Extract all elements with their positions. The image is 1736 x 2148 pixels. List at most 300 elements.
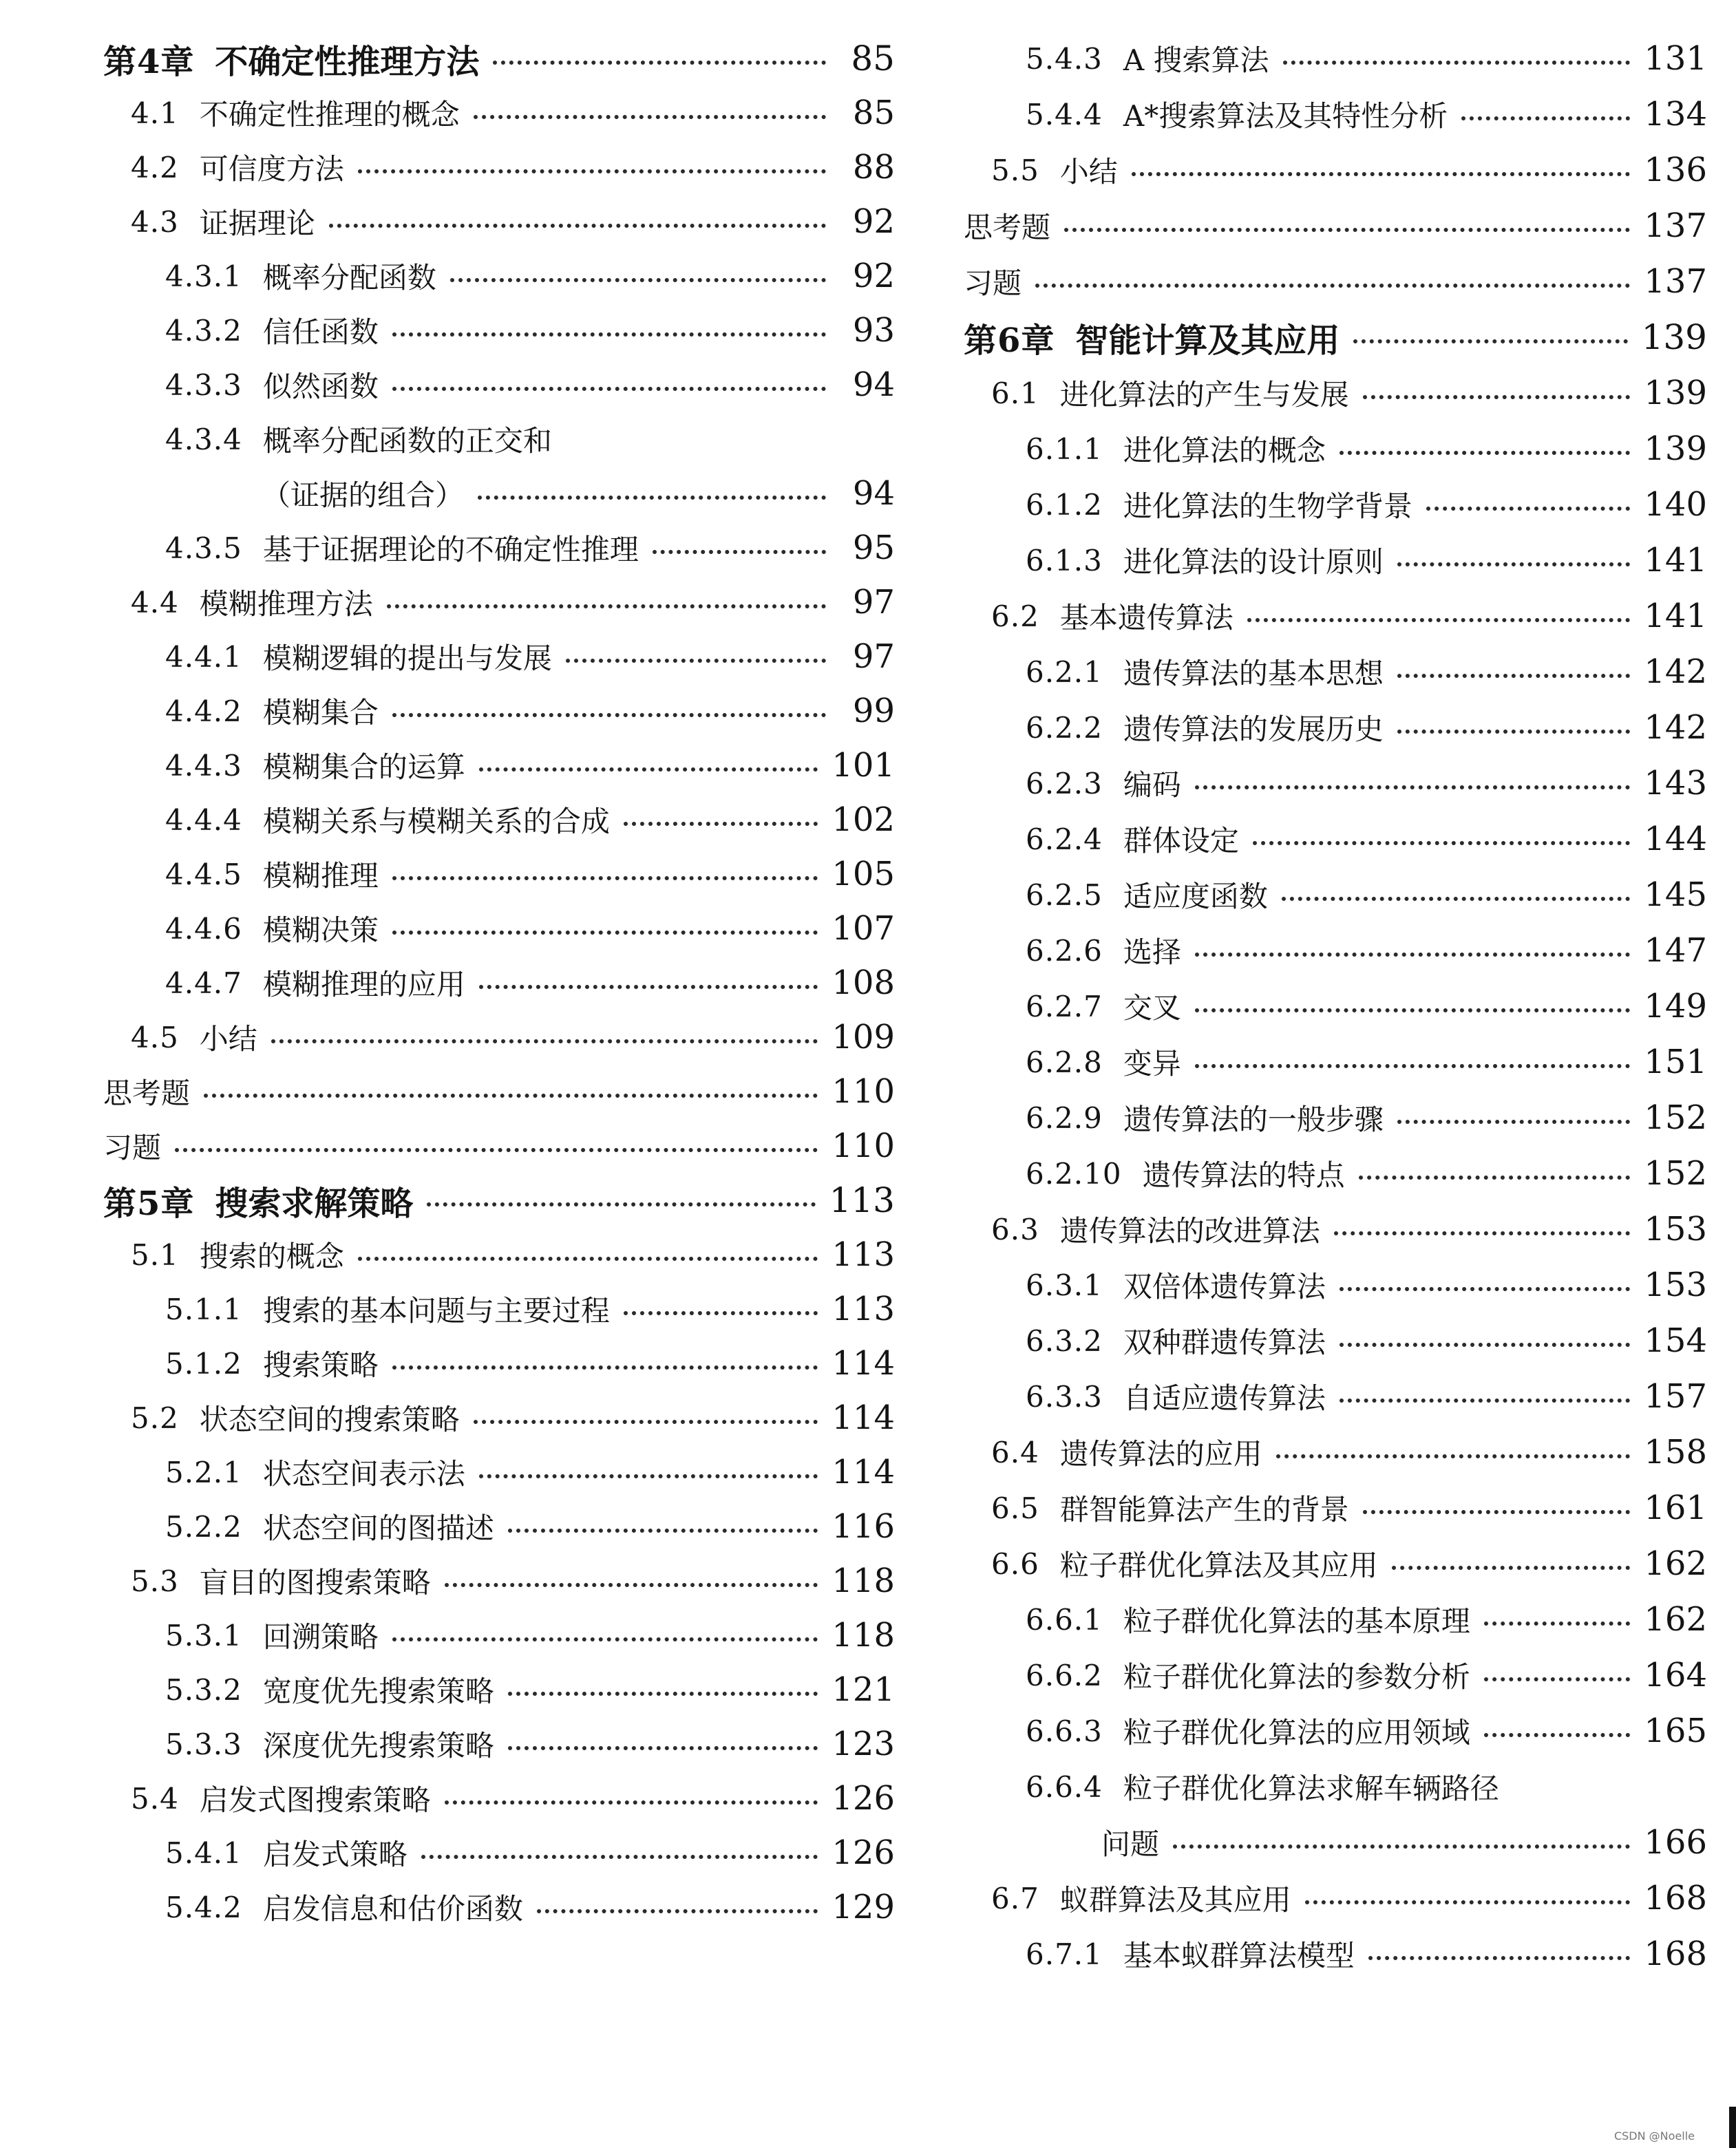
toc-entry-title: 进化算法的概念 [1123,434,1326,467]
toc-entry-page: 118 [832,1616,895,1655]
toc-entry-page: 144 [1644,820,1707,858]
toc-entry-title: 双种群遗传算法 [1123,1326,1326,1359]
toc-entry [103,904,895,953]
toc-entry-title: 启发式图搜索策略 [199,1783,431,1817]
toc-entry-page: 139 [1644,374,1707,412]
toc-entry [964,369,1707,417]
toc-entry [103,89,895,137]
toc-entry-title: 宽度优先搜索策略 [262,1674,494,1708]
toc-entry-page: 118 [832,1562,895,1600]
toc-entry-page: 94 [852,365,895,404]
dot-leader [392,713,826,717]
toc-entry-title: 模糊推理 [262,859,379,893]
toc-entry-title: 搜索求解策略 [215,1184,414,1223]
toc-entry-title: 蚁群算法及其应用 [1059,1883,1291,1917]
toc-entry-number: 第5章 [103,1184,195,1223]
toc-entry-page: 145 [1644,875,1707,914]
toc-entry-page: 165 [1644,1712,1707,1750]
toc-entry-title: 习题 [964,266,1022,300]
dot-leader [1195,1064,1630,1068]
toc-entry-title: 似然函数 [262,370,379,403]
toc-entry-number: 6.2.10 [1026,1156,1122,1191]
toc-entry-number: 4.3.4 [165,422,242,456]
dot-leader [1359,1176,1631,1180]
toc-entry-title: 回溯策略 [262,1620,379,1654]
toc-entry-number: 5.2.1 [165,1455,242,1489]
toc-entry-number: 5.1.1 [165,1292,242,1326]
toc-entry-title: 搜索策略 [262,1348,379,1382]
dot-leader [1484,1677,1630,1681]
toc-entry-title: （证据的组合） [262,478,465,512]
toc-entry [964,480,1707,529]
toc-entry-number: 4.4.2 [165,694,242,728]
toc-entry-title: 状态空间的图描述 [262,1511,494,1545]
toc-entry-page: 141 [1644,541,1707,579]
toc-entry-number: 5.2 [131,1401,179,1435]
toc-entry [964,536,1707,584]
toc-entry-page: 143 [1644,764,1707,802]
toc-entry-title: 粒子群优化算法及其应用 [1059,1549,1378,1582]
toc-entry-number: 6.6 [991,1546,1039,1581]
dot-leader [1340,1399,1630,1403]
toc-entry-number: 4.4.3 [165,748,242,783]
dot-leader [1340,451,1630,455]
toc-entry-title: 习题 [103,1131,162,1165]
toc-entry-title: 适应度函数 [1123,880,1268,913]
toc-entry-page: 123 [832,1725,895,1763]
toc-entry-number: 4.4.7 [165,966,242,1000]
toc-entry-number: 4.3.5 [165,531,242,565]
toc-entry-title: 进化算法的产生与发展 [1059,378,1349,412]
toc-entry-page: 154 [1644,1321,1707,1360]
toc-entry-page: 136 [1644,151,1707,189]
toc-entry-number: 6.1.2 [1026,487,1103,522]
dot-leader [1195,953,1630,957]
toc-entry-title: 双倍体遗传算法 [1123,1270,1326,1304]
toc-entry-number: 4.4 [131,585,179,619]
dot-leader [358,1257,818,1261]
toc-entry-title: 基于证据理论的不确定性推理 [262,533,639,566]
toc-entry-page: 116 [832,1507,895,1546]
toc-entry [103,850,895,898]
toc-entry-number: 6.6.3 [1026,1714,1103,1748]
toc-entry [964,926,1707,975]
toc-entry [103,578,895,626]
toc-entry [103,143,895,191]
toc-entry-page: 126 [832,1833,895,1872]
toc-entry-page: 109 [832,1018,895,1056]
toc-entry-title: 粒子群优化算法的应用领域 [1123,1716,1470,1750]
toc-entry [103,632,895,681]
toc-entry-title: 模糊推理方法 [199,587,373,621]
toc-entry [964,1205,1707,1253]
toc-entry [964,425,1707,473]
dot-leader [1397,1120,1630,1124]
toc-entry-page: 114 [832,1399,895,1437]
toc-entry-page: 151 [1644,1043,1707,1081]
toc-entry-title: 模糊集合的运算 [262,750,465,784]
dot-leader [204,1094,818,1098]
toc-entry [964,1540,1707,1588]
toc-entry-number: 5.4.1 [165,1836,242,1870]
toc-entry-page: 107 [832,909,895,948]
toc-entry-page: 141 [1644,597,1707,635]
toc-entry-title: 证据理论 [199,206,315,240]
dot-leader [392,1365,818,1370]
toc-entry-title: 小结 [1059,155,1118,189]
toc-entry-page: 101 [832,746,895,785]
dot-leader [450,278,826,282]
toc-entry-page: 139 [1644,429,1707,468]
toc-entry-title: 不确定性推理的概念 [199,98,460,131]
toc-entry-number: 6.6.2 [1026,1658,1103,1692]
toc-entry [964,815,1707,863]
toc-entry-title: 模糊决策 [262,913,379,947]
toc-entry-page: 99 [852,692,895,730]
toc-entry-title: 概率分配函数的正交和 [262,424,552,458]
toc-entry-page: 142 [1644,652,1707,691]
toc-entry-number: 6.2.6 [1026,933,1103,968]
toc-entry-title: 粒子群优化算法的基本原理 [1123,1604,1470,1638]
dot-leader [392,1637,818,1641]
dot-leader [653,550,826,554]
toc-entry [964,1261,1707,1309]
toc-entry [103,1829,895,1877]
toc-entry-page: 113 [829,1180,895,1220]
toc-entry-number: 4.4.4 [165,802,242,837]
toc-entry [103,1720,895,1768]
toc-entry-number: 4.3.3 [165,368,242,402]
dot-leader [1397,674,1630,678]
dot-leader [392,332,826,337]
dot-leader [479,767,818,772]
toc-entry-page: 85 [852,94,895,132]
toc-entry-page: 95 [852,529,895,567]
toc-entry-number: 5.3.3 [165,1727,242,1761]
toc-entry-number: 4.2 [131,150,179,184]
dot-leader [421,1855,818,1859]
toc-entry-number: 第4章 [103,42,195,81]
toc-entry [103,687,895,735]
toc-entry-number: 4.3.2 [165,313,242,348]
toc-entry-page: 113 [832,1235,895,1274]
toc-entry-title: A 搜索算法 [1123,43,1269,77]
dot-leader [1253,841,1630,845]
toc-entry-number: 6.6.4 [1026,1769,1103,1804]
dot-leader [1035,284,1630,288]
toc-entry-title: A*搜索算法及其特性分析 [1123,99,1448,133]
toc-entry-title: 信任函数 [262,315,379,349]
toc-entry-title: 基本遗传算法 [1059,601,1234,635]
toc-entry-number: 6.2.7 [1026,989,1103,1023]
toc-entry-title: 概率分配函数 [262,261,436,295]
toc-entry [964,1818,1707,1867]
dot-leader [478,496,826,500]
toc-entry [103,361,895,409]
toc-entry [964,648,1707,696]
toc-entry-number: 6.3.2 [1026,1323,1103,1358]
toc-entry-title: 变异 [1123,1047,1181,1081]
toc-entry-page: 162 [1644,1544,1707,1583]
toc-entry [103,252,895,300]
toc-entry-number: 6.2.4 [1026,822,1103,856]
toc-entry [964,34,1707,83]
toc-entry [964,146,1707,194]
toc-entry-title: 群智能算法产生的背景 [1059,1493,1349,1527]
toc-entry [964,1763,1707,1811]
toc-entry-page: 88 [852,148,895,187]
toc-entry-number: 5.2.2 [165,1509,242,1544]
dot-leader [566,659,826,663]
dot-leader [1247,618,1631,622]
dot-leader [537,1909,818,1913]
toc-entry-title: 搜索的概念 [199,1240,344,1273]
dot-leader [1397,730,1630,734]
toc-entry-title: 进化算法的设计原则 [1123,545,1384,579]
dot-leader [445,1583,818,1587]
toc-entry [964,1149,1707,1198]
dot-leader [624,1311,818,1315]
dot-leader [1484,1733,1630,1737]
toc-entry-number: 6.6.1 [1026,1602,1103,1637]
toc-entry [103,959,895,1007]
toc-chapter-entry [964,313,1707,361]
toc-entry-number: 6.7.1 [1026,1937,1103,1971]
toc-entry [964,1595,1707,1644]
toc-entry-title: 遗传算法的一般步骤 [1123,1103,1384,1136]
toc-entry-number: 4.4.1 [165,639,242,674]
toc-entry-page: 97 [852,583,895,621]
dot-leader [624,822,818,826]
dot-leader [1334,1231,1631,1235]
toc-entry-page: 129 [832,1888,895,1926]
dot-leader [392,931,818,935]
dot-leader [493,61,826,65]
toc-entry-number: 4.3.1 [165,259,242,293]
toc-entry [103,198,895,246]
toc-entry [103,415,895,463]
toc-entry-page: 108 [832,964,895,1002]
dot-leader [474,115,826,119]
scan-edge-bar [1729,2107,1736,2148]
toc-chapter-entry [103,1176,895,1224]
toc-entry-title: 基本蚁群算法模型 [1123,1939,1355,1972]
toc-entry-page: 147 [1644,931,1707,970]
toc-entry-number: 6.1.3 [1026,543,1103,577]
dot-leader [1195,1008,1630,1012]
dot-leader [1368,1956,1630,1960]
toc-entry-page: 153 [1644,1266,1707,1304]
toc-entry-title: 粒子群优化算法的参数分析 [1123,1660,1470,1694]
toc-entry [103,524,895,572]
toc-entry-page: 131 [1644,39,1707,78]
toc-entry [103,1774,895,1822]
toc-entry-number: 6.2.9 [1026,1100,1103,1135]
toc-entry [103,306,895,354]
toc-entry [964,90,1707,138]
toc-entry-page: 164 [1644,1656,1707,1694]
toc-entry-title: 状态空间表示法 [262,1457,465,1491]
toc-entry-number: 6.2.1 [1026,655,1103,689]
toc-entry-title: 遗传算法的应用 [1059,1437,1262,1471]
toc-entry-title: 盲目的图搜索策略 [199,1566,431,1599]
toc-entry [964,1930,1707,1978]
toc-entry [964,759,1707,807]
toc-entry-page: 153 [1644,1210,1707,1248]
toc-entry-page: 152 [1644,1154,1707,1193]
toc-entry-number: 5.5 [991,153,1039,187]
dot-leader [1426,507,1630,511]
toc-entry-title: 小结 [199,1022,257,1056]
dot-leader [508,1746,818,1750]
toc-entry [103,469,895,518]
toc-entry [964,871,1707,919]
toc-entry-number: 5.1.2 [165,1346,242,1381]
dot-leader [1132,172,1631,176]
toc-entry-title: 搜索的基本问题与主要过程 [262,1294,610,1328]
toc-entry-number: 5.4 [131,1781,179,1816]
toc-entry-number: 6.3.1 [1026,1268,1103,1302]
toc-entry-title: 问题 [1101,1827,1160,1861]
dot-leader [1340,1343,1630,1347]
toc-entry-page: 149 [1644,987,1707,1025]
toc-entry [103,1394,895,1442]
toc-entry-number: 5.4.2 [165,1890,242,1924]
toc-entry-number: 6.2.3 [1026,766,1103,800]
dot-leader [1276,1454,1631,1458]
toc-entry-page: 137 [1644,206,1707,245]
toc-entry [964,1372,1707,1421]
toc-entry-number: 6.2.8 [1026,1045,1103,1079]
toc-entry-page: 110 [832,1072,895,1111]
toc-entry-title: 模糊关系与模糊关系的合成 [262,805,610,838]
toc-entry-title: 遗传算法的特点 [1142,1158,1345,1192]
toc-entry-number: 6.2.2 [1026,710,1103,745]
dot-leader [1195,785,1630,789]
dot-leader [392,876,818,880]
toc-entry [103,1013,895,1061]
dot-leader [1397,562,1630,566]
dot-leader [1392,1566,1631,1570]
dot-leader [1363,1510,1631,1514]
dot-leader [1363,395,1631,399]
toc-entry-title: 思考题 [964,211,1051,244]
toc-entry-page: 137 [1644,262,1707,301]
toc-entry-number: 5.4.3 [1026,41,1103,76]
dot-leader [474,1420,818,1424]
toc-entry-number: 6.7 [991,1881,1039,1915]
toc-entry [964,1707,1707,1755]
toc-entry-page: 97 [852,637,895,676]
dot-leader [479,985,818,989]
toc-entry-title: 模糊逻辑的提出与发展 [262,641,552,675]
toc-entry-title: 粒子群优化算法求解车辆路径 [1123,1772,1499,1805]
toc-entry-page: 85 [851,39,895,78]
toc-entry-title: 深度优先搜索策略 [262,1729,494,1763]
toc-entry-page: 140 [1644,485,1707,524]
toc-entry-title: 思考题 [103,1076,191,1110]
toc-entry-number: 6.1.1 [1026,432,1103,466]
toc-entry-title: 自适应遗传算法 [1123,1381,1326,1415]
toc-entry-page: 139 [1641,317,1707,357]
toc-entry-title: 遗传算法的发展历史 [1123,712,1384,746]
toc-entry-title: 遗传算法的基本思想 [1123,657,1384,690]
dot-leader [1283,61,1631,65]
toc-entry-number: 6.5 [991,1491,1039,1525]
toc-chapter-entry [103,34,895,83]
toc-entry [103,1231,895,1279]
toc-entry [964,982,1707,1030]
dot-leader [427,1202,815,1206]
toc-entry-page: 134 [1644,95,1707,134]
dot-leader [329,224,826,228]
toc-entry-number: 4.5 [131,1020,179,1054]
toc-entry-title: 可信度方法 [199,152,344,186]
toc-entry [103,1611,895,1659]
toc-entry [964,1428,1707,1476]
toc-entry-title: 状态空间的搜索策略 [199,1403,460,1436]
toc-entry-page: 102 [832,800,895,839]
dot-leader [508,1529,818,1533]
toc-entry [103,1285,895,1333]
toc-entry-page: 142 [1644,708,1707,747]
toc-entry-number: 6.4 [991,1435,1039,1469]
toc-entry-title: 交叉 [1123,991,1181,1025]
dot-leader [358,169,826,173]
dot-leader [1064,228,1630,232]
toc-entry-title: 启发信息和估价函数 [262,1892,523,1926]
toc-entry-page: 92 [852,257,895,295]
toc-entry-number: 4.1 [131,96,179,130]
toc-entry-page: 162 [1644,1600,1707,1639]
dot-leader [479,1474,818,1478]
toc-entry-number: 5.1 [131,1237,179,1272]
toc-entry-number: 4.3 [131,204,179,239]
toc-entry-title: 智能计算及其应用 [1075,321,1340,360]
dot-leader [1484,1621,1630,1626]
toc-entry-page: 93 [852,311,895,350]
toc-entry-title: 模糊集合 [262,696,379,730]
dot-leader [1461,116,1630,120]
toc-entry [103,1122,895,1170]
toc-entry-number: 4.4.6 [165,911,242,946]
toc-entry-title: 启发式策略 [262,1838,407,1871]
toc-entry-page: 161 [1644,1489,1707,1527]
toc-entry [964,202,1707,250]
watermark: CSDN @Noelle [1613,2129,1695,2142]
toc-entry [103,741,895,789]
toc-entry [964,1094,1707,1142]
toc-entry-page: 168 [1644,1879,1707,1917]
toc-entry [103,1448,895,1496]
toc-entry-number: 5.3.1 [165,1618,242,1652]
toc-entry-number: 6.3 [991,1212,1039,1246]
toc-entry [964,1651,1707,1699]
toc-entry-title: 不确定性推理方法 [215,42,480,81]
dot-leader [271,1039,818,1043]
toc-entry-title: 选择 [1123,935,1181,969]
toc-entry-title: 遗传算法的改进算法 [1059,1214,1320,1248]
toc-entry [964,1874,1707,1922]
toc-entry-number: 5.3 [131,1564,179,1598]
toc-entry [103,1502,895,1551]
toc-entry-number: 5.3.2 [165,1672,242,1707]
toc-entry-page: 92 [852,202,895,241]
toc-entry-number: 4.4.5 [165,857,242,891]
toc-entry-number: 6.3.3 [1026,1379,1103,1414]
toc-entry-page: 168 [1644,1935,1707,1973]
dot-leader [387,604,826,608]
